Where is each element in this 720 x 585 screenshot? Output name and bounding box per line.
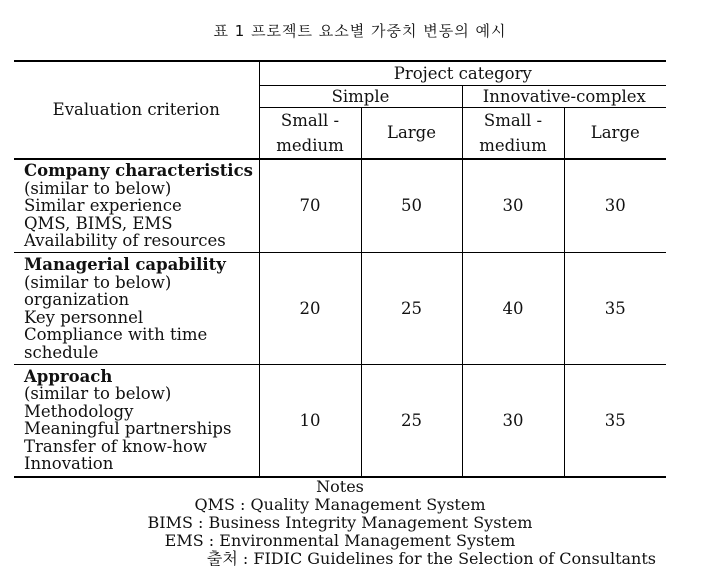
- source-note: 출처 : FIDIC Guidelines for the Selection of Consultants: [206, 549, 656, 568]
- weights-table: [14, 60, 666, 478]
- value-cell: 30: [462, 159, 564, 253]
- value-cell: 40: [462, 253, 564, 365]
- criterion-cell: Company characteristics (similar to below) Similar experience QMS, BIMS, EMS Availability of resources: [14, 159, 259, 253]
- table-row: [14, 253, 666, 365]
- project-category-header: Project category: [259, 61, 666, 85]
- value-cell: 30: [462, 365, 564, 477]
- innovative-large-header: Large: [564, 107, 666, 159]
- simple-small-medium-header: Small - medium: [259, 107, 361, 159]
- value-cell: 10: [259, 365, 361, 477]
- value-cell: 70: [259, 159, 361, 253]
- value-cell: 50: [361, 159, 462, 253]
- simple-header: Simple: [259, 85, 462, 107]
- notes-title: Notes: [316, 477, 364, 496]
- notes-section: [14, 478, 666, 568]
- table-caption: 표 1 프로젝트 요소별 가중치 변동의 예시: [213, 22, 507, 40]
- value-cell: 20: [259, 253, 361, 365]
- criterion-cell: Managerial capability (similar to below) organization Key personnel Compliance with time schedule: [14, 253, 259, 365]
- value-cell: 35: [564, 253, 666, 365]
- table-row: [14, 159, 666, 253]
- table-row: [14, 365, 666, 477]
- criterion-cell: Approach (similar to below) Methodology Meaningful partnerships Transfer of know-how Innovation: [14, 365, 259, 477]
- value-cell: 25: [361, 253, 462, 365]
- note-qms: QMS : Quality Management System: [194, 495, 486, 514]
- value-cell: 30: [564, 159, 666, 253]
- innovative-small-medium-header: Small - medium: [462, 107, 564, 159]
- value-cell: 25: [361, 365, 462, 477]
- value-cell: 35: [564, 365, 666, 477]
- simple-large-header: Large: [361, 107, 462, 159]
- innovative-header: Innovative-complex: [462, 85, 666, 107]
- note-bims: BIMS : Business Integrity Management System: [147, 513, 533, 532]
- note-ems: EMS : Environmental Management System: [164, 531, 516, 550]
- criterion-header: Evaluation criterion: [14, 61, 259, 159]
